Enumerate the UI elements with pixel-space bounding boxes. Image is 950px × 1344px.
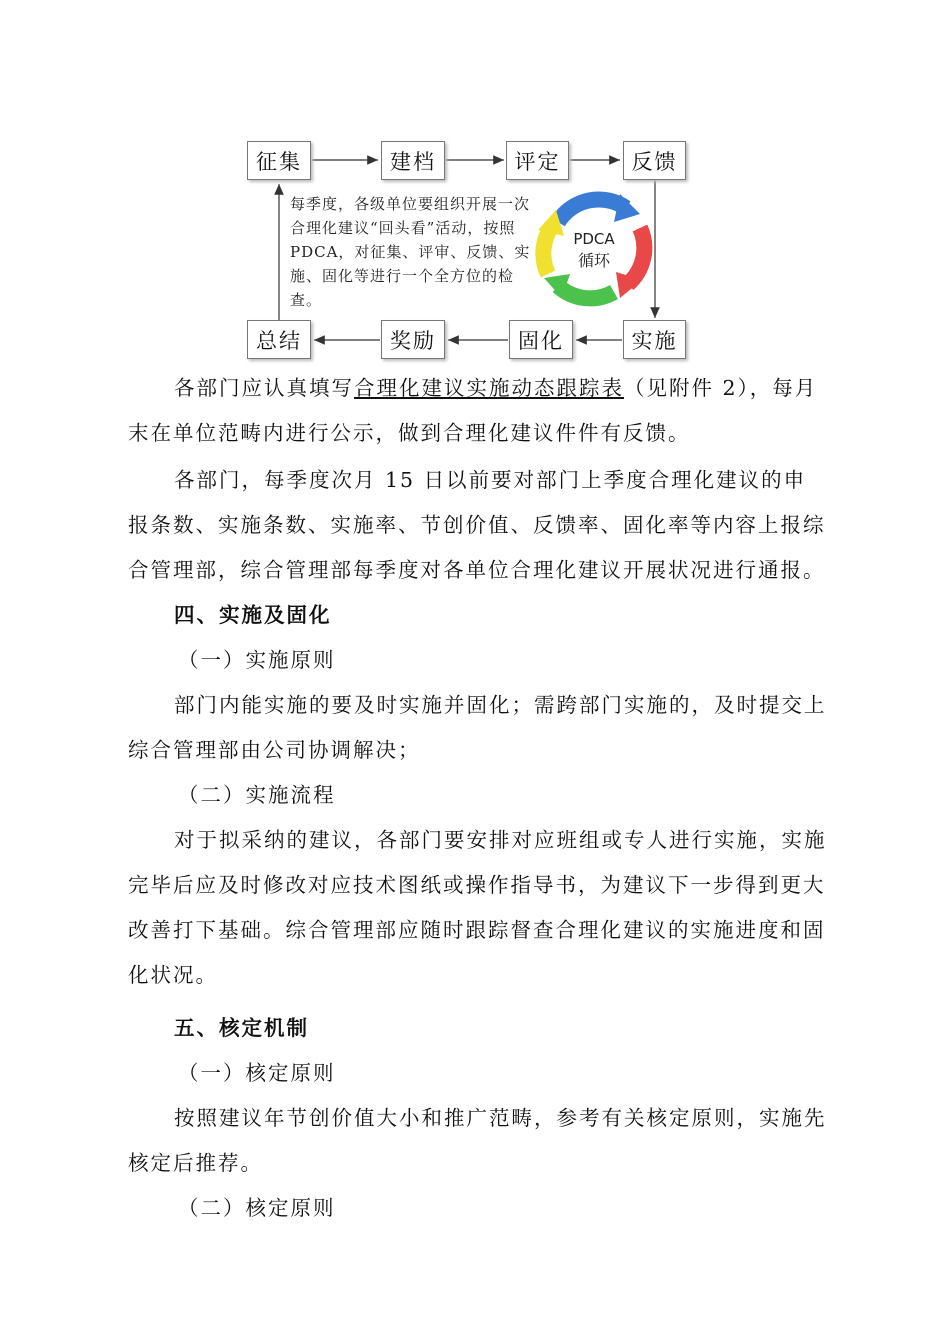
cycle-label-pdca: PDCA	[573, 230, 615, 248]
node-summary: 总结	[247, 320, 311, 359]
subheading-verification-principle-1: （一）核定原则	[178, 1061, 336, 1085]
subheading-implementation-process: （二）实施流程	[178, 783, 336, 807]
subheading-implementation-principle: （一）实施原则	[178, 648, 336, 672]
diagram-note: 每季度，各级单位要组织开展一次合理化建议“回头看”活动，按照PDCA，对征集、评审、反馈、实施、固化等进行一个全方位的检查。	[290, 195, 531, 309]
heading-verification: 五、核定机制	[174, 1016, 309, 1040]
heading-implementation: 四、实施及固化	[174, 603, 332, 627]
paragraph-implementation-process: 对于拟采纳的建议，各部门要安排对应班组或专人进行实施，实施完毕后应及时修改对应技术图纸或操作指导书，为建议下一步得到更大改善打下基础。综合管理部应随时跟踪督查合理化建议的实施进度和固化状况。	[128, 828, 827, 987]
flow-arrows	[0, 0, 950, 370]
paragraph-verification: 按照建议年节创价值大小和推广范畴，参考有关核定原则，实施先核定后推荐。	[128, 1106, 827, 1175]
node-reward: 奖励	[381, 320, 445, 359]
paragraph-tracking-tail: （见附件 2），每月末在单位范畴内进行公示，做到合理化建议件件有反馈。	[128, 376, 818, 445]
cycle-label-loop: 循环	[577, 251, 611, 270]
paragraph-implementation-principle: 部门内能实施的要及时实施并固化；需跨部门实施的，及时提交上综合管理部由公司协调解决；	[128, 693, 827, 762]
pdca-cycle-icon	[538, 194, 644, 298]
node-collect: 征集	[247, 141, 311, 180]
paragraph-tracking-lead: 各部门应认真填写	[174, 376, 354, 400]
document-body	[128, 366, 828, 1231]
paragraph-quarterly-report: 各部门，每季度次月 15 日以前要对部门上季度合理化建议的申报条数、实施条数、实施率、节创价值、反馈率、固化率等内容上报综合管理部，综合管理部每季度对各单位合理化建议开展状况进行通报。	[128, 468, 826, 582]
pdca-flow-diagram	[0, 0, 950, 370]
node-feedback: 反馈	[623, 141, 686, 180]
tracking-table-link[interactable]: 合理化建议实施动态跟踪表	[354, 376, 624, 400]
subheading-verification-principle-2: （二）核定原则	[178, 1196, 336, 1220]
node-implement: 实施	[623, 320, 686, 359]
node-evaluate: 评定	[506, 141, 569, 180]
node-archive: 建档	[381, 141, 445, 180]
paragraph-tracking	[128, 366, 828, 456]
node-solidify: 固化	[509, 320, 573, 359]
